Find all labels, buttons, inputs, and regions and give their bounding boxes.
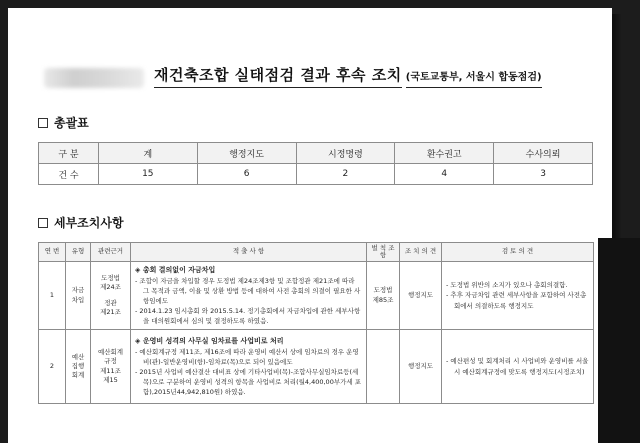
summary-header-row (39, 143, 593, 164)
details-heading: 세부조치사항 (38, 214, 124, 231)
title-sub: (국토교통부, 서울시 합동점검) (406, 68, 542, 88)
detail-header-cell: 유형 (66, 243, 91, 262)
row-action: 행정지도 (400, 330, 442, 404)
detail-row (39, 330, 594, 404)
row-item: - 2014.1.23 임시총회 와 2015.5.14. 정기총회에서 자금차입에 관한 세부사항을 대의원회에서 심의 및 결정하도록 하였음. (135, 306, 361, 326)
summary-header-cell: 환수권고 (395, 143, 494, 164)
detail-header-cell: 연 번 (39, 243, 66, 262)
summary-cell: 3 (494, 164, 593, 185)
row-penalty: 도정법 제85조 (367, 262, 400, 330)
row-item: - 예산회계규정 제11조, 제16조에 따라 운영비 예산서 상에 임차료의 경우 운영비(관)-일반운영비(항)-임차료(목)으로 되어 있음에도 (135, 347, 359, 366)
summary-header-cell: 구 분 (39, 143, 99, 164)
summary-header-cell: 계 (98, 143, 197, 164)
detail-row (39, 262, 594, 330)
summary-cell: 2 (296, 164, 395, 185)
summary-heading: 총괄표 (38, 114, 89, 131)
row-type: 자금 차입 (66, 262, 91, 330)
row-review: - 예산편성 및 회계처리 시 사업비와 운영비를 서울시 예산회계규정에 맞도록 행정지도(시정조치) (442, 330, 594, 404)
row-law: 도정법 제24조 정관 제21조 (91, 262, 131, 330)
detail-header-cell: 적 출 사 항 (131, 243, 367, 262)
redacted-name (44, 68, 144, 88)
detail-header-cell: 검 토 의 견 (442, 243, 594, 262)
checkbox-square-icon (38, 218, 48, 228)
checkbox-square-icon (38, 118, 48, 128)
title-main: 재건축조합 실태점검 결과 후속 조치 (154, 64, 402, 88)
document-page (8, 8, 612, 443)
row-penalty (367, 330, 400, 404)
detail-header-cell: 조 치 의 견 (400, 243, 442, 262)
row-number: 1 (39, 262, 66, 330)
row-action: 행정지도 (400, 262, 442, 330)
row-review: - 도정법 위반의 소지가 있으나 총회의결함. - 추후 자금차입 관련 세부사항을 포함하여 사전총회에서 의결하도록 행정지도 (442, 262, 594, 330)
detail-table (38, 242, 594, 404)
document-title (44, 62, 604, 88)
summary-cell: 4 (395, 164, 494, 185)
row-title: ◈ 총회 결의없이 자금차입 (135, 265, 216, 274)
summary-cell: 6 (197, 164, 296, 185)
row-number: 2 (39, 330, 66, 404)
summary-table (38, 142, 593, 185)
row-type: 예산 집행 회계 (66, 330, 91, 404)
summary-value-row (39, 164, 593, 185)
row-item: - 조합이 자금을 차입할 경우 도정법 제24조제3항 및 조합정관 제21조에 따라 그 목적과 금액, 이율 및 상환 방법 등에 대하여 사전 총회의 의결이 필요한 사항임에도 (135, 276, 361, 305)
summary-header-cell: 수사의뢰 (494, 143, 593, 164)
detail-header-cell: 관련근거 (91, 243, 131, 262)
summary-header-cell: 행정지도 (197, 143, 296, 164)
detail-header-cell: 벌 칙 조 항 (367, 243, 400, 262)
summary-header-cell: 시정명령 (296, 143, 395, 164)
row-title: ◈ 운영비 성격의 사무실 임차료를 사업비로 처리 (135, 336, 284, 345)
summary-cell: 15 (98, 164, 197, 185)
row-item: - 2015년 사업비 예산결산 대비표 상에 기타사업비(목)-조합사무실임차료등(세목)으로 구분하여 운영비 성격의 항목을 사업비로 처리(월4,400,00부가세 포함),2015년44,942,810원) 하였음. (135, 367, 362, 397)
dark-overlay (598, 238, 640, 443)
detail-header-row (39, 243, 594, 262)
row-content (131, 330, 367, 404)
row-content (131, 262, 367, 330)
row-law: 예산회계 규정 제11조 제15 (91, 330, 131, 404)
summary-cell: 건 수 (39, 164, 99, 185)
